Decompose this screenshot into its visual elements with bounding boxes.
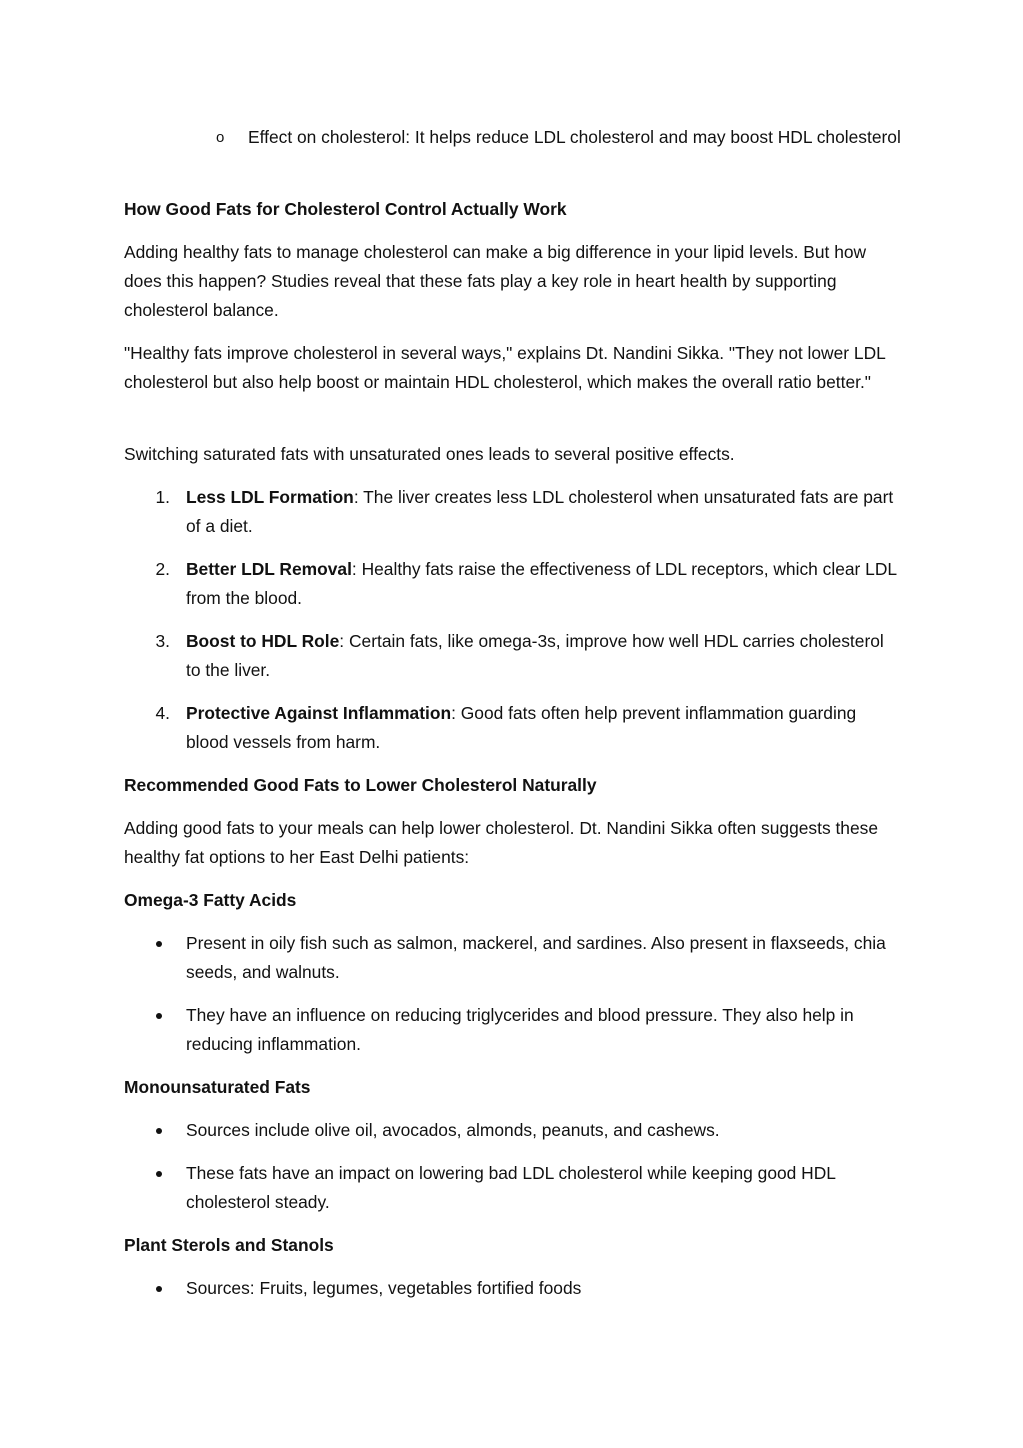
list-item-text bbox=[186, 627, 902, 685]
bullet-dot bbox=[156, 1013, 162, 1019]
paragraph: Switching saturated fats with unsaturated ones leads to several positive effects. bbox=[124, 444, 735, 464]
bullet-dot bbox=[156, 1286, 162, 1292]
list-item-text bbox=[186, 555, 902, 613]
sub-bullet-marker: o bbox=[216, 129, 225, 146]
bullet-dot bbox=[156, 1171, 162, 1177]
paragraph: Adding healthy fats to manage cholesterol can make a big difference in your lipid levels. But how does this happen? Studies reveal that these fats play a key role in heart health by supporting cholesterol balance. bbox=[124, 242, 867, 320]
list-item-description: : Good fats often help prevent inflammation guarding blood vessels from harm. bbox=[186, 703, 857, 752]
list-number: 3. bbox=[155, 631, 170, 651]
subheading-omega3: Omega-3 Fatty Acids bbox=[124, 890, 297, 910]
list-number: 1. bbox=[155, 487, 170, 507]
bullet-dot bbox=[156, 1128, 162, 1134]
subheading-plant-sterols: Plant Sterols and Stanols bbox=[124, 1235, 334, 1255]
list-item-description: : The liver creates less LDL cholesterol when unsaturated fats are part of a diet. bbox=[186, 487, 894, 536]
bullet-dot bbox=[156, 941, 162, 947]
list-item-term: Protective Against Inflammation bbox=[186, 703, 452, 723]
list-item-text: Present in oily fish such as salmon, mackerel, and sardines. Also present in flaxseeds, chia seeds, and walnuts. bbox=[186, 933, 886, 982]
list-item-text bbox=[186, 699, 902, 757]
list-item-term: Boost to HDL Role bbox=[186, 631, 340, 651]
list-item-term: Less LDL Formation bbox=[186, 487, 354, 507]
list-item-text: Sources include olive oil, avocados, almonds, peanuts, and cashews. bbox=[186, 1120, 720, 1140]
list-item-text: They have an influence on reducing triglycerides and blood pressure. They also help in reducing inflammation. bbox=[186, 1005, 854, 1054]
list-item-text bbox=[186, 483, 902, 541]
list-item-description: : Healthy fats raise the effectiveness of LDL receptors, which clear LDL from the blood. bbox=[186, 559, 897, 608]
subheading-monounsaturated: Monounsaturated Fats bbox=[124, 1077, 311, 1097]
list-item-text: Sources: Fruits, legumes, vegetables fortified foods bbox=[186, 1278, 582, 1298]
list-item-description: : Certain fats, like omega-3s, improve how well HDL carries cholesterol to the liver. bbox=[186, 631, 884, 680]
list-number: 2. bbox=[155, 559, 170, 579]
section-heading-how-work: How Good Fats for Cholesterol Control Actually Work bbox=[124, 199, 567, 219]
sub-list-item-text: Effect on cholesterol: It helps reduce LDL cholesterol and may boost HDL cholesterol bbox=[248, 127, 901, 147]
list-number: 4. bbox=[155, 703, 170, 723]
paragraph: Adding good fats to your meals can help lower cholesterol. Dt. Nandini Sikka often suggests these healthy fat options to her East Delhi patients: bbox=[124, 818, 879, 867]
list-item-term: Better LDL Removal bbox=[186, 559, 352, 579]
section-heading-recommended: Recommended Good Fats to Lower Cholesterol Naturally bbox=[124, 775, 597, 795]
quote-paragraph: "Healthy fats improve cholesterol in several ways," explains Dt. Nandini Sikka. "They not lower LDL cholesterol but also help boost or maintain HDL cholesterol, which makes the overall ratio better." bbox=[124, 343, 886, 392]
list-item-text: These fats have an impact on lowering bad LDL cholesterol while keeping good HDL cholesterol steady. bbox=[186, 1163, 836, 1212]
